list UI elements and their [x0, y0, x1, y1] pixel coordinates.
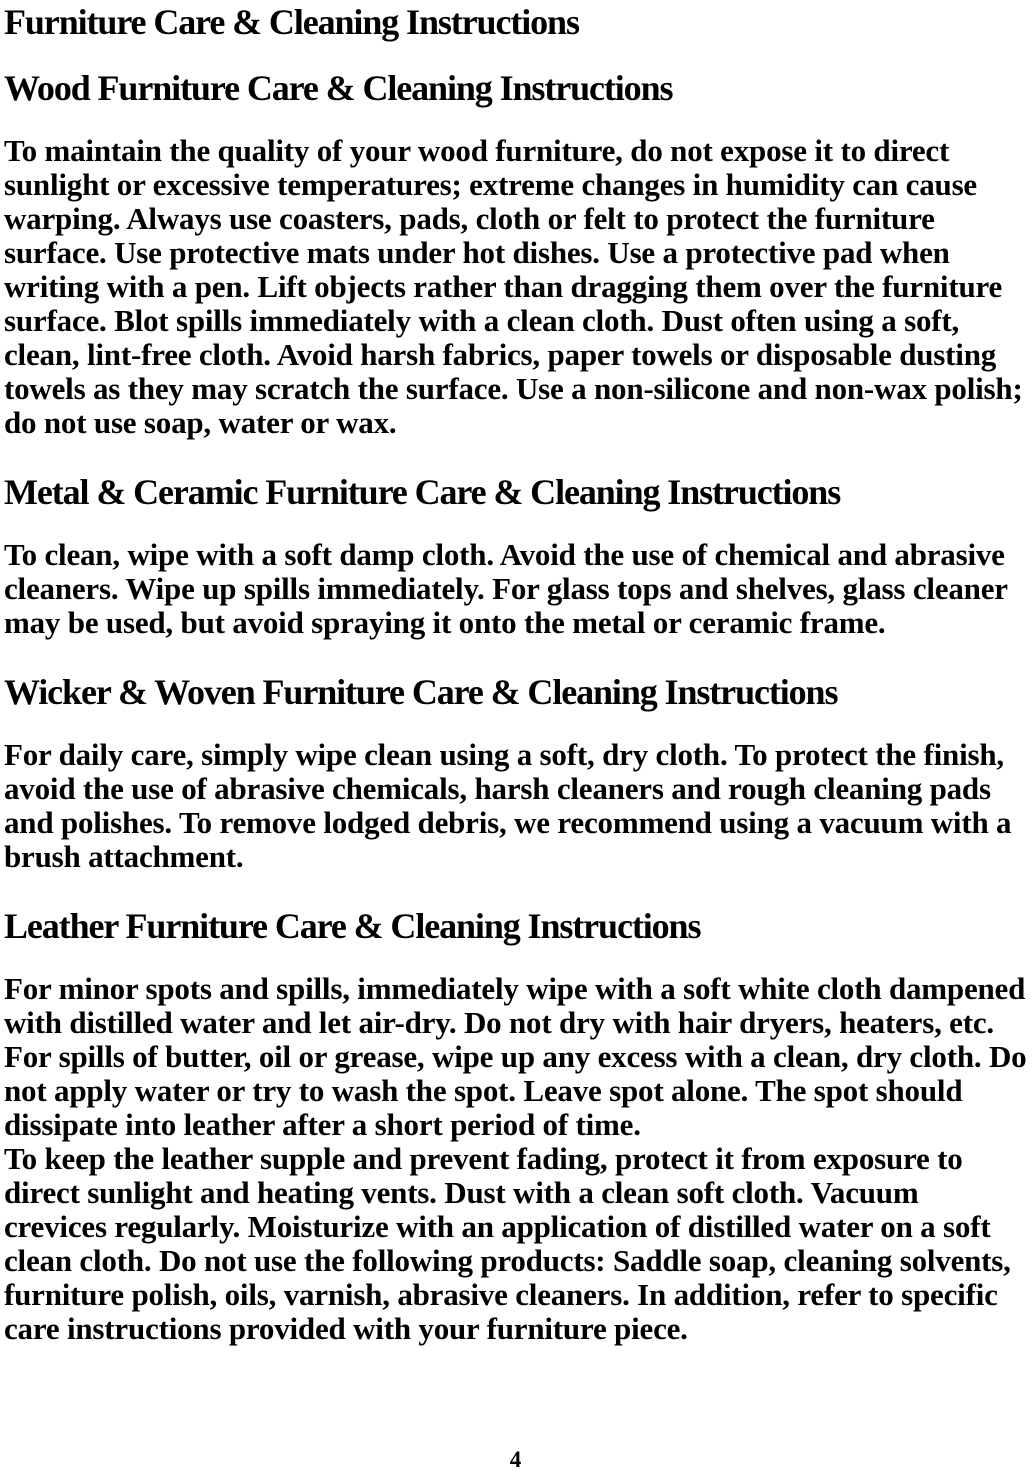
leather-subparagraph-supple: To keep the leather supple and prevent fading, protect it from exposure to direct sunlight and heating vents. Dust with a clean soft cloth. Vacuum crevices regularly. Moisturize with an application of distilled water on a soft clean cloth. Do not use the following products: Saddle soap, cleaning solvents, furniture polish, oils, varnish, abrasive cleaners. In addition, refer to specific care instructions provided with your furniture piece.	[4, 1141, 1011, 1346]
section-paragraph-leather	[4, 972, 1027, 1346]
section-heading-leather: Leather Furniture Care & Cleaning Instructions	[4, 906, 701, 946]
section-wicker-woven	[4, 672, 1027, 906]
section-heading-metal-ceramic: Metal & Ceramic Furniture Care & Cleaning Instructions	[4, 472, 841, 512]
section-paragraph-wicker-woven: For daily care, simply wipe clean using a soft, dry cloth. To protect the finish, avoid the use of abrasive chemicals, harsh cleaners and rough cleaning pads and polishes. To remove lodged debris, we recommend using a vacuum with a brush attachment.	[4, 737, 1012, 874]
section-paragraph-metal-ceramic: To clean, wipe with a soft damp cloth. Avoid the use of chemical and abrasive cleaners. Wipe up spills immediately. For glass tops and shelves, glass cleaner may be used, but avoid spraying it onto the metal or ceramic frame.	[4, 537, 1008, 640]
section-paragraph-wood: To maintain the quality of your wood furniture, do not expose it to direct sunlight or excessive temperatures; extreme changes in humidity can cause warping. Always use coasters, pads, cloth or felt to protect the furniture surface. Use protective mats under hot dishes. Use a protective pad when writing with a pen. Lift objects rather than dragging them over the furniture surface. Blot spills immediately with a clean cloth. Dust often using a soft, clean, lint-free cloth. Avoid harsh fabrics, paper towels or disposable dusting towels as they may scratch the surface. Use a non-silicone and non-wax polish; do not use soap, water or wax.	[4, 133, 1023, 440]
section-wood	[4, 68, 1027, 472]
page-number: 4	[509, 1447, 522, 1472]
section-heading-wicker-woven: Wicker & Woven Furniture Care & Cleaning Instructions	[4, 672, 838, 712]
page-title: Furniture Care & Cleaning Instructions	[4, 2, 579, 42]
section-heading-wood: Wood Furniture Care & Cleaning Instructions	[4, 68, 673, 108]
section-leather	[4, 906, 1027, 1378]
section-metal-ceramic	[4, 472, 1027, 672]
leather-subparagraph-spots: For minor spots and spills, immediately wipe with a soft white cloth dampened with distilled water and let air-dry. Do not dry with hair dryers, heaters, etc.	[4, 971, 1026, 1040]
leather-subparagraph-grease: For spills of butter, oil or grease, wipe up any excess with a clean, dry cloth. Do not apply water or try to wash the spot. Leave spot alone. The spot should dissipate into leather after a short period of time.	[4, 1039, 1027, 1142]
